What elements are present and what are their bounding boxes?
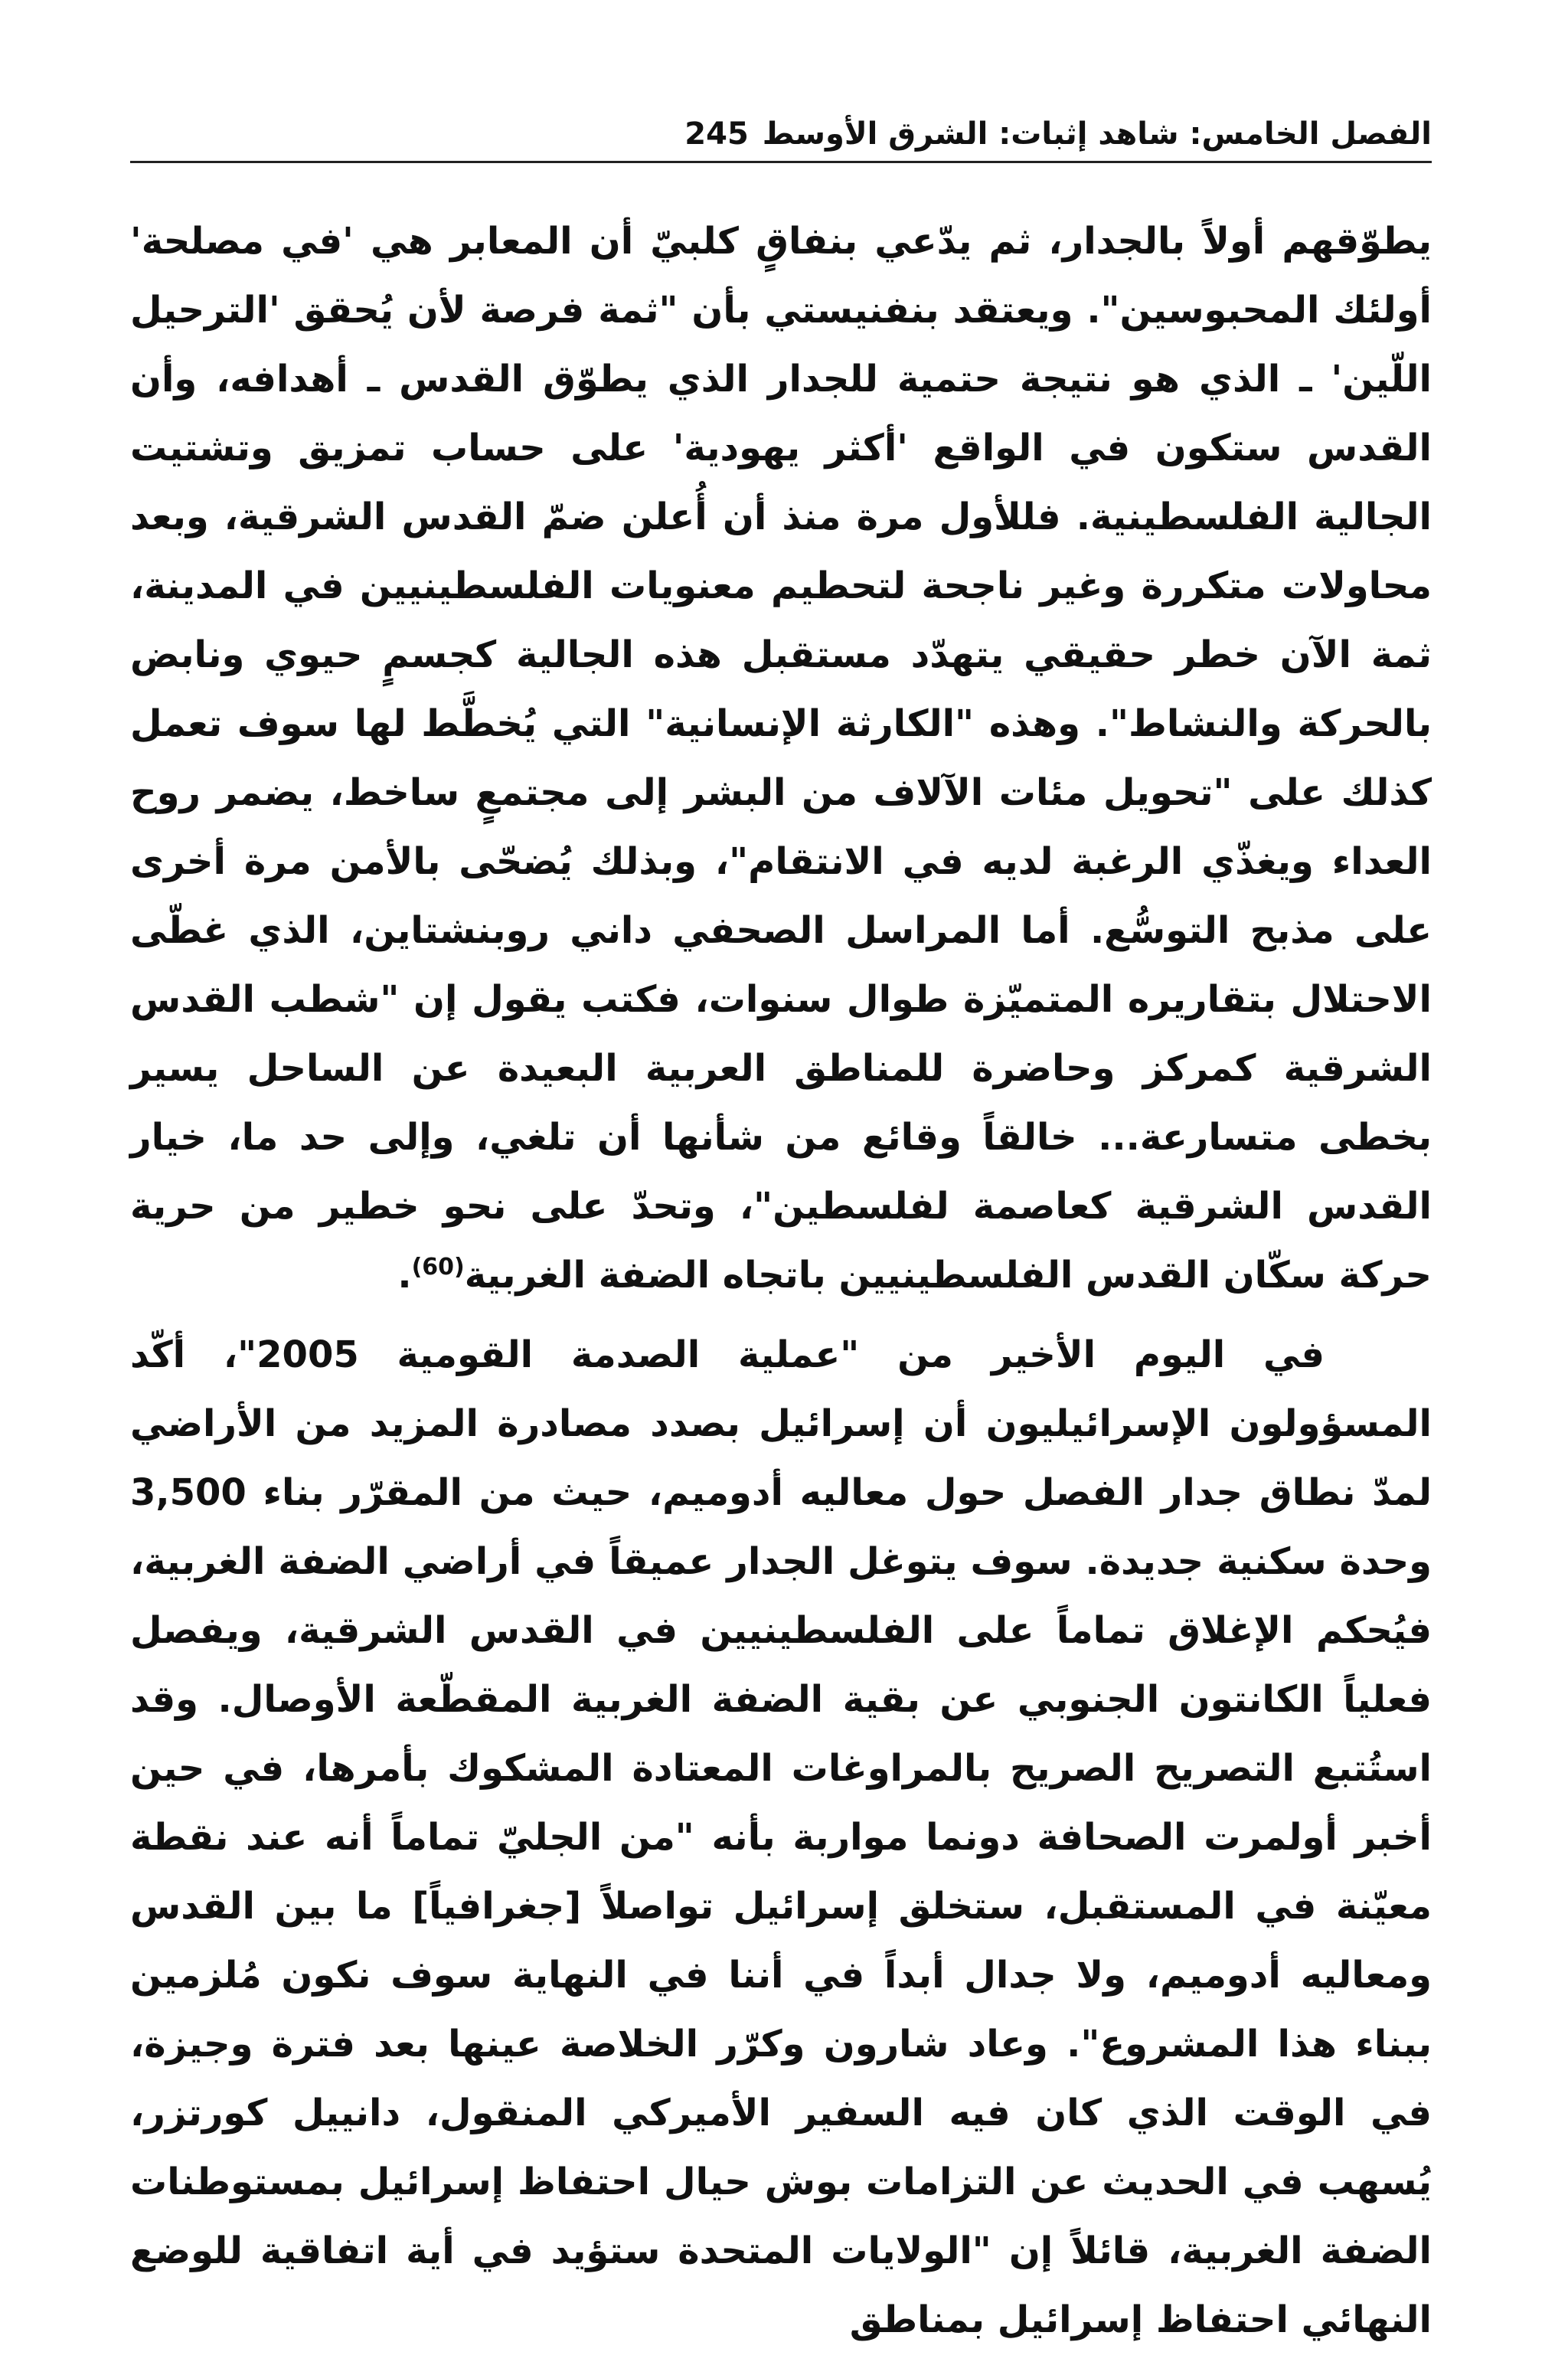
- paragraph-1: [130, 207, 1432, 1310]
- page-number: 245: [684, 116, 749, 152]
- paragraph-1-text: يطوّقهم أولاً بالجدار، ثم يدّعي بنفاقٍ كلبيّ أن المعابر هي 'في مصلحة' أولئك المحبوسين". ويعتقد بنفنيستي بأن "ثمة فرصة لأن يُحقق 'الترحيل اللّين' ـ الذي هو نتيجة حتمية للجدار الذي يطوّق القدس ـ أهدافه، وأن القدس ستكون في الواقع 'أكثر يهودية' على حساب تمزيق وتشتيت الجالية الفلسطينية. فللأول مرة منذ أن أُعلن ضمّ القدس الشرقية، وبعد محاولات متكررة وغير ناجحة لتحطيم معنويات الفلسطينيين في المدينة، ثمة الآن خطر حقيقي يتهدّد مستقبل هذه الجالية كجسمٍ حيوي ونابض بالحركة والنشاط". وهذه "الكارثة الإنسانية" التي يُخطَّط لها سوف تعمل كذلك على "تحويل مئات الآلاف من البشر إلى مجتمعٍ ساخط، يضمر روح العداء ويغذّي الرغبة لديه في الانتقام"، وبذلك يُضحّى بالأمن مرة أخرى على مذبح التوسُّع. أما المراسل الصحفي داني روبنشتاين، الذي غطّى الاحتلال بتقاريره المتميّزة طوال سنوات، فكتب يقول إن "شطب القدس الشرقية كمركز وحاضرة للمناطق العربية البعيدة عن الساحل يسير بخطى متسارعة... خالقاً وقائع من شأنها أن تلغي، وإلى حد ما، خيار القدس الشرقية كعاصمة لفلسطين"، وتحدّ على نحو خطير من حرية حركة سكّان القدس الفلسطينيين باتجاه الضفة الغربية: [130, 220, 1432, 1297]
- chapter-title: الفصل الخامس: شاهد إثبات: الشرق الأوسط: [762, 116, 1432, 152]
- paragraph-1-end: .: [397, 1254, 412, 1297]
- running-header: [130, 107, 1432, 163]
- paragraph-2: في اليوم الأخير من "عملية الصدمة القومية 2005"، أكّد المسؤولون الإسرائيليون أن إسرائيل بصدد مصادرة المزيد من الأراضي لمدّ نطاق جدار الفصل حول معاليه أدوميم، حيث من المقرّر بناء 3,500 وحدة سكنية جديدة. سوف يتوغل الجدار عميقاً في أراضي الضفة الغربية، فيُحكم الإغلاق تماماً على الفلسطينيين في القدس الشرقية، ويفصل فعلياً الكانتون الجنوبي عن بقية الضفة الغربية المقطّعة الأوصال. وقد استُتبع التصريح الصريح بالمراوغات المعتادة المشكوك بأمرها، في حين أخبر أولمرت الصحافة دونما مواربة بأنه "من الجليّ تماماً أنه عند نقطة معيّنة في المستقبل، ستخلق إسرائيل تواصلاً [جغرافياً] ما بين القدس ومعاليه أدوميم، ولا جدال أبداً في أننا في النهاية سوف نكون مُلزمين ببناء هذا المشروع". وعاد شارون وكرّر الخلاصة عينها بعد فترة وجيزة، في الوقت الذي كان فيه السفير الأميركي المنقول، دانييل كورتزر، يُسهب في الحديث عن التزامات بوش حيال احتفاظ إسرائيل بمستوطنات الضفة الغربية، قائلاً إن "الولايات المتحدة ستؤيد في أية اتفاقية للوضع النهائي احتفاظ إسرائيل بمناطق: [130, 1333, 1432, 2341]
- footnote-ref-60: (60): [411, 1254, 465, 1281]
- body-text: [130, 207, 1432, 2365]
